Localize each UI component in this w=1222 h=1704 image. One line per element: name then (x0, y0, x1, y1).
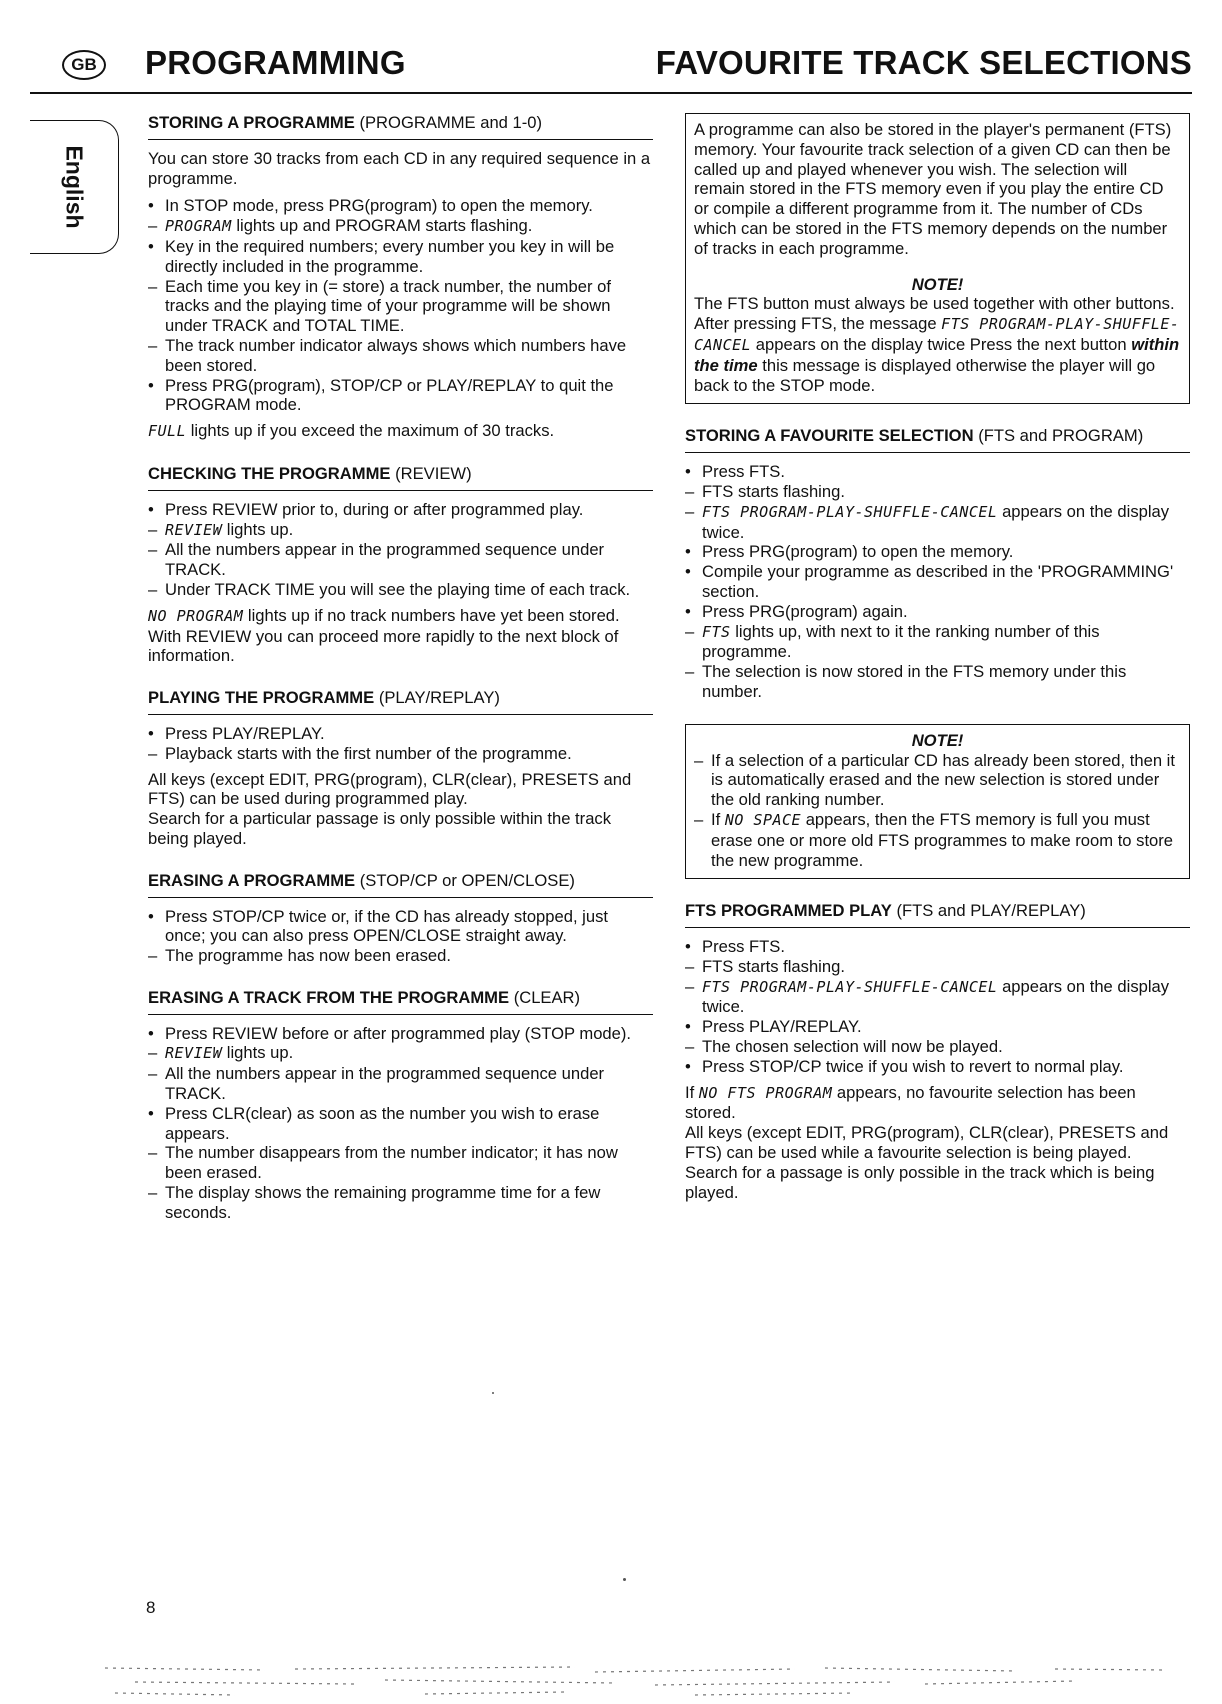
display-text: FTS PROGRAM-PLAY-SHUFFLE-CANCEL (702, 977, 998, 996)
paragraph: With REVIEW you can proceed more rapidly to the next block of information. (148, 626, 619, 666)
paragraph: All keys (except EDIT, PRG(program), CLR(clear), PRESETS and FTS) can be used during programmed play. (148, 769, 632, 809)
paragraph: You can store 30 tracks from each CD in any required sequence in a programme. (148, 148, 651, 188)
list-item: • Press CLR(clear) as soon as the number you wish to erase appears. (148, 1103, 600, 1143)
step-list (148, 907, 653, 966)
right-column (685, 113, 1190, 1202)
language-badge: GB (62, 50, 106, 80)
list-item: • Press PLAY/REPLAY. (148, 723, 325, 743)
note-title: NOTE! (911, 274, 964, 294)
list-item: • Press REVIEW prior to, during or after programmed play. (148, 499, 584, 519)
section-heading: ERASING A PROGRAMME (STOP/CP or OPEN/CLOSE) (148, 871, 653, 898)
step-list (148, 724, 653, 764)
list-item: • Compile your programme as described in the 'PROGRAMMING' section. (685, 562, 1174, 601)
list-item: – The selection is now stored in the FTS memory under this number. (685, 662, 1127, 701)
note-title: NOTE! (911, 730, 964, 750)
paragraph: Search for a particular passage is only possible within the track being played. (148, 809, 612, 848)
list-item: – PROGRAM lights up and PROGRAM starts flashing. (148, 216, 533, 236)
list-item: – If a selection of a particular CD has already been stored, then it is automatically erased and the new selection is stored under the old ranking number. (694, 750, 1175, 810)
scan-speck (492, 1392, 494, 1394)
display-text: FTS PROGRAM-PLAY-SHUFFLE-CANCEL (694, 315, 1180, 354)
step-list (685, 937, 1190, 1077)
display-text: FTS (702, 622, 731, 641)
list-item: – The track number indicator always shows which numbers have been stored. (148, 335, 627, 375)
section-heading: STORING A FAVOURITE SELECTION (FTS and PROGRAM) (685, 426, 1190, 453)
list-item: • Press FTS. (685, 462, 785, 482)
paragraph: The FTS button must always be used together with other buttons. After pressing FTS, the message FTS PROGRAM-PLAY-SHUFFLE-CANCEL appears on the display twice Press the next button within the time this message is displayed otherwise the player will go back to the STOP mode. (694, 294, 1180, 395)
display-text: NO SPACE (724, 810, 802, 829)
list-item: • Press REVIEW before or after programmed play (STOP mode). (148, 1023, 632, 1043)
display-text: REVIEW (165, 520, 223, 539)
list-item: • Press STOP/CP twice if you wish to revert to normal play. (685, 1056, 1124, 1076)
page-header (30, 40, 1192, 94)
page-title-right: FAVOURITE TRACK SELECTIONS (655, 44, 1192, 81)
info-box (685, 113, 1190, 404)
list-item: – FTS PROGRAM-PLAY-SHUFFLE-CANCEL appears on the display twice. (685, 976, 1170, 1017)
section-heading: FTS PROGRAMMED PLAY (FTS and PLAY/REPLAY) (685, 901, 1190, 928)
display-text: NO PROGRAM (148, 606, 244, 625)
list-item: – The display shows the remaining programme time for a few seconds. (148, 1183, 601, 1222)
note-box (685, 724, 1190, 880)
step-list (148, 1024, 653, 1223)
display-text: FULL (148, 422, 187, 441)
step-list (148, 500, 653, 600)
scan-speck (623, 1578, 626, 1581)
list-item: – Each time you key in (= store) a track number, the number of tracks and the playing time of your programme will be shown under TRACK and TOTAL TIME. (148, 276, 611, 336)
paragraph: All keys (except EDIT, PRG(program), CLR(clear), PRESETS and FTS) can be used while a favourite selection is being played. (685, 1123, 1169, 1163)
language-tab (30, 120, 119, 254)
list-item: – FTS starts flashing. (685, 956, 845, 976)
step-list (148, 196, 653, 415)
list-item: – The number disappears from the number indicator; it has now been erased. (148, 1143, 618, 1183)
list-item: • Press PLAY/REPLAY. (685, 1017, 862, 1037)
language-tab-label: English (61, 145, 88, 229)
paragraph: If NO FTS PROGRAM appears, no favourite selection has been stored. (685, 1082, 1136, 1123)
paragraph: Search for a passage is only possible in the track which is being played. (685, 1162, 1155, 1202)
display-text: FTS PROGRAM-PLAY-SHUFFLE-CANCEL (702, 502, 998, 521)
page-title-left: PROGRAMMING (145, 44, 406, 81)
list-item: – Under TRACK TIME you will see the playing time of each track. (148, 579, 631, 599)
list-item: – All the numbers appear in the programmed sequence under TRACK. (148, 1064, 605, 1104)
paragraph: FULL lights up if you exceed the maximum of 30 tracks. (148, 421, 555, 441)
list-item: • Press STOP/CP twice or, if the CD has already stopped, just once; you can also press OPEN/CLOSE straight away. (148, 906, 609, 946)
list-item: – The chosen selection will now be played. (685, 1037, 1003, 1057)
list-item: – FTS PROGRAM-PLAY-SHUFFLE-CANCEL appears on the display twice. (685, 501, 1170, 542)
step-list (694, 751, 1181, 871)
paragraph: NO PROGRAM lights up if no track numbers have yet been stored. (148, 605, 620, 625)
list-item: • In STOP mode, press PRG(program) to open the memory. (148, 196, 593, 216)
paragraph: A programme can also be stored in the player's permanent (FTS) memory. Your favourite track selection of a given CD can then be called up and played whenever you wish. The selection will remain stored in the FTS memory even if you play the entire CD or compile a different programme from it. The number of CDs which can be stored in the FTS memory depends on the number of tracks in each programme. (694, 120, 1172, 258)
section-heading: PLAYING THE PROGRAMME (PLAY/REPLAY) (148, 688, 653, 715)
display-text: PROGRAM (165, 217, 232, 236)
list-item: – FTS starts flashing. (685, 481, 845, 501)
step-list (685, 462, 1190, 702)
section-heading: CHECKING THE PROGRAMME (REVIEW) (148, 464, 653, 491)
list-item: • Press PRG(program), STOP/CP or PLAY/REPLAY to quit the PROGRAM mode. (148, 375, 614, 415)
list-item: • Key in the required numbers; every number you key in will be directly included in the programme. (148, 236, 615, 276)
list-item: • Press PRG(program) again. (685, 601, 908, 621)
list-item: – Playback starts with the first number of the programme. (148, 743, 572, 763)
display-text: REVIEW (165, 1044, 223, 1063)
list-item: – REVIEW lights up. (148, 519, 294, 539)
list-item: – All the numbers appear in the programmed sequence under TRACK. (148, 540, 605, 580)
section-heading: ERASING A TRACK FROM THE PROGRAMME (CLEAR) (148, 988, 653, 1015)
page-number: 8 (146, 1598, 156, 1617)
left-column (148, 113, 653, 1223)
list-item: – The programme has now been erased. (148, 946, 451, 966)
list-item: – If NO SPACE appears, then the FTS memory is full you must erase one or more old FTS programmes to make room to store the new programme. (694, 809, 1174, 870)
list-item: • Press PRG(program) to open the memory. (685, 542, 1014, 562)
list-item: – REVIEW lights up. (148, 1043, 294, 1063)
list-item: • Press FTS. (685, 937, 785, 957)
list-item: – FTS lights up, with next to it the ranking number of this programme. (685, 621, 1100, 662)
display-text: NO FTS PROGRAM (698, 1083, 833, 1102)
scan-noise (95, 1660, 1175, 1700)
section-heading: STORING A PROGRAMME (PROGRAMME and 1-0) (148, 113, 653, 140)
